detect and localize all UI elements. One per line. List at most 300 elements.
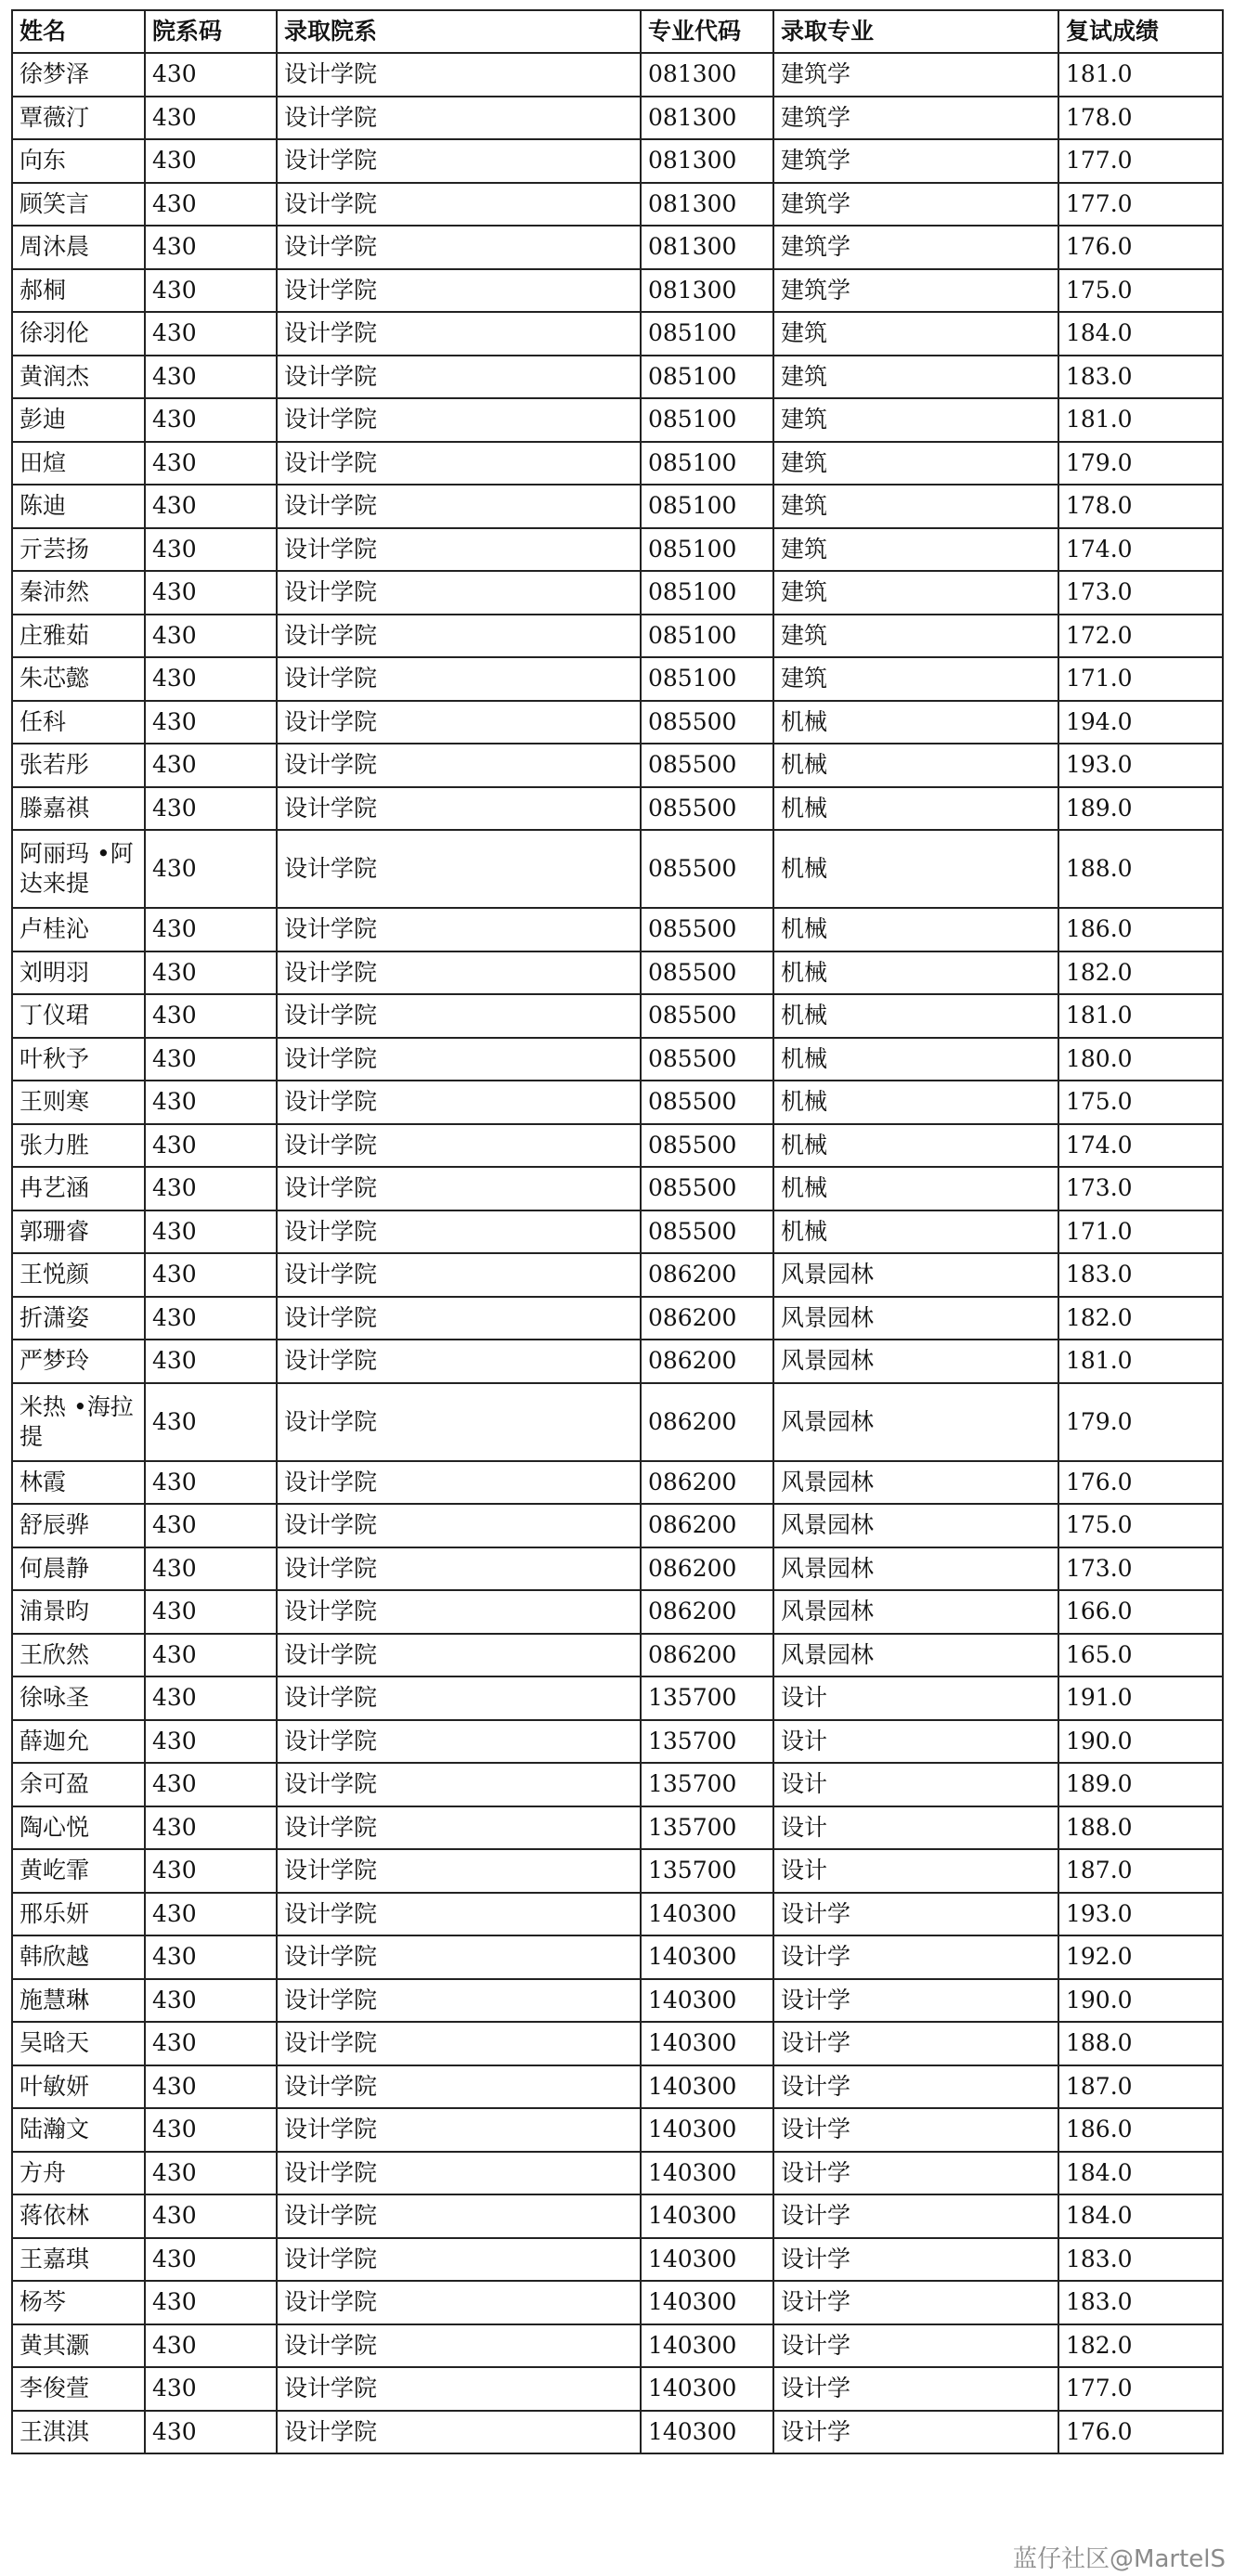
cell-score: 184.0 xyxy=(1058,312,1223,356)
cell-major: 设计学 xyxy=(773,2411,1058,2454)
cell-major-code: 140300 xyxy=(641,2238,773,2282)
cell-score: 188.0 xyxy=(1058,1806,1223,1850)
cell-major: 风景园林 xyxy=(773,1590,1058,1634)
cell-score: 180.0 xyxy=(1058,1038,1223,1081)
cell-major-code: 085500 xyxy=(641,1038,773,1081)
cell-name: 王淇淇 xyxy=(12,2411,145,2454)
cell-major: 设计 xyxy=(773,1806,1058,1850)
cell-name: 余可盈 xyxy=(12,1763,145,1806)
cell-dept-code: 430 xyxy=(145,657,277,701)
cell-major-code: 081300 xyxy=(641,226,773,269)
table-row xyxy=(12,908,1223,951)
cell-dept: 设计学院 xyxy=(277,2238,641,2282)
cell-major-code: 085100 xyxy=(641,571,773,615)
cell-score: 178.0 xyxy=(1058,485,1223,528)
cell-major: 设计 xyxy=(773,1763,1058,1806)
cell-name: 亓芸扬 xyxy=(12,528,145,572)
table-row xyxy=(12,312,1223,356)
cell-major: 机械 xyxy=(773,1124,1058,1168)
table-row xyxy=(12,2194,1223,2238)
table-row xyxy=(12,571,1223,615)
cell-major: 风景园林 xyxy=(773,1383,1058,1461)
cell-major-code: 086200 xyxy=(641,1383,773,1461)
table-row xyxy=(12,1935,1223,1979)
cell-dept: 设计学院 xyxy=(277,1340,641,1383)
cell-name: 叶敏妍 xyxy=(12,2065,145,2109)
table-row xyxy=(12,1297,1223,1340)
cell-major: 机械 xyxy=(773,1038,1058,1081)
cell-score: 175.0 xyxy=(1058,1081,1223,1124)
cell-dept-code: 430 xyxy=(145,1763,277,1806)
cell-major-code: 140300 xyxy=(641,2281,773,2324)
cell-major-code: 086200 xyxy=(641,1461,773,1505)
cell-score: 190.0 xyxy=(1058,1720,1223,1764)
cell-score: 183.0 xyxy=(1058,2281,1223,2324)
cell-name: 向东 xyxy=(12,139,145,183)
cell-name: 郝桐 xyxy=(12,269,145,313)
cell-name: 折潇姿 xyxy=(12,1297,145,1340)
cell-major-code: 085100 xyxy=(641,657,773,701)
cell-major-code: 081300 xyxy=(641,183,773,227)
cell-dept-code: 430 xyxy=(145,312,277,356)
cell-score: 189.0 xyxy=(1058,1763,1223,1806)
cell-dept-code: 430 xyxy=(145,1979,277,2023)
cell-score: 181.0 xyxy=(1058,994,1223,1038)
cell-name: 邢乐妍 xyxy=(12,1893,145,1936)
cell-dept: 设计学院 xyxy=(277,2065,641,2109)
cell-dept: 设计学院 xyxy=(277,528,641,572)
cell-score: 172.0 xyxy=(1058,615,1223,658)
cell-dept: 设计学院 xyxy=(277,2108,641,2152)
cell-dept-code: 430 xyxy=(145,2324,277,2368)
cell-dept-code: 430 xyxy=(145,2152,277,2195)
cell-dept-code: 430 xyxy=(145,139,277,183)
table-row xyxy=(12,269,1223,313)
cell-dept-code: 430 xyxy=(145,951,277,995)
cell-major-code: 081300 xyxy=(641,97,773,140)
cell-dept-code: 430 xyxy=(145,53,277,97)
cell-score: 174.0 xyxy=(1058,1124,1223,1168)
cell-major-code: 085500 xyxy=(641,994,773,1038)
cell-major: 设计学 xyxy=(773,2108,1058,2152)
cell-major: 风景园林 xyxy=(773,1340,1058,1383)
cell-major-code: 085100 xyxy=(641,485,773,528)
cell-dept: 设计学院 xyxy=(277,183,641,227)
cell-dept: 设计学院 xyxy=(277,2324,641,2368)
cell-score: 189.0 xyxy=(1058,787,1223,831)
table-row xyxy=(12,994,1223,1038)
cell-name: 徐梦泽 xyxy=(12,53,145,97)
cell-major: 机械 xyxy=(773,1210,1058,1254)
cell-dept: 设计学院 xyxy=(277,830,641,908)
cell-dept-code: 430 xyxy=(145,2411,277,2454)
cell-score: 181.0 xyxy=(1058,53,1223,97)
cell-dept: 设计学院 xyxy=(277,442,641,485)
table-row xyxy=(12,53,1223,97)
cell-major: 设计 xyxy=(773,1676,1058,1720)
cell-major: 设计学 xyxy=(773,1935,1058,1979)
cell-score: 192.0 xyxy=(1058,1935,1223,1979)
cell-major-code: 085100 xyxy=(641,528,773,572)
table-row xyxy=(12,2281,1223,2324)
cell-name: 徐咏圣 xyxy=(12,1676,145,1720)
cell-name: 韩欣越 xyxy=(12,1935,145,1979)
cell-score: 187.0 xyxy=(1058,1849,1223,1893)
cell-dept: 设计学院 xyxy=(277,2411,641,2454)
cell-name: 杨芩 xyxy=(12,2281,145,2324)
cell-major: 机械 xyxy=(773,908,1058,951)
cell-major: 机械 xyxy=(773,744,1058,787)
cell-dept: 设计学院 xyxy=(277,701,641,744)
cell-name: 李俊萱 xyxy=(12,2367,145,2411)
cell-major: 机械 xyxy=(773,787,1058,831)
cell-major: 建筑 xyxy=(773,485,1058,528)
cell-major: 风景园林 xyxy=(773,1634,1058,1677)
cell-dept: 设计学院 xyxy=(277,657,641,701)
table-row xyxy=(12,1893,1223,1936)
cell-name: 田煊 xyxy=(12,442,145,485)
cell-major: 设计学 xyxy=(773,2324,1058,2368)
watermark: 蓝仔社区@MartelS xyxy=(1013,2545,1226,2573)
cell-score: 177.0 xyxy=(1058,139,1223,183)
cell-dept-code: 430 xyxy=(145,994,277,1038)
cell-major: 设计学 xyxy=(773,2022,1058,2065)
table-row xyxy=(12,528,1223,572)
cell-major: 建筑 xyxy=(773,615,1058,658)
table-row xyxy=(12,183,1223,227)
header-score: 复试成绩 xyxy=(1058,10,1223,53)
cell-score: 190.0 xyxy=(1058,1979,1223,2023)
table-body xyxy=(12,53,1223,2453)
header-row xyxy=(12,10,1223,53)
table-row xyxy=(12,701,1223,744)
cell-dept-code: 430 xyxy=(145,787,277,831)
cell-major-code: 135700 xyxy=(641,1763,773,1806)
cell-name: 王则寒 xyxy=(12,1081,145,1124)
cell-dept: 设计学院 xyxy=(277,1383,641,1461)
cell-dept: 设计学院 xyxy=(277,1081,641,1124)
table-row xyxy=(12,1849,1223,1893)
cell-dept: 设计学院 xyxy=(277,1253,641,1297)
table-row xyxy=(12,2108,1223,2152)
cell-dept: 设计学院 xyxy=(277,1979,641,2023)
cell-score: 188.0 xyxy=(1058,2022,1223,2065)
cell-dept: 设计学院 xyxy=(277,1893,641,1936)
cell-name: 王欣然 xyxy=(12,1634,145,1677)
cell-score: 183.0 xyxy=(1058,356,1223,399)
table-row xyxy=(12,2238,1223,2282)
cell-score: 194.0 xyxy=(1058,701,1223,744)
cell-dept-code: 430 xyxy=(145,744,277,787)
cell-dept-code: 430 xyxy=(145,528,277,572)
cell-dept-code: 430 xyxy=(145,1634,277,1677)
cell-major: 风景园林 xyxy=(773,1547,1058,1591)
cell-major: 设计学 xyxy=(773,2238,1058,2282)
cell-major: 建筑学 xyxy=(773,269,1058,313)
cell-major: 建筑 xyxy=(773,312,1058,356)
cell-dept: 设计学院 xyxy=(277,1124,641,1168)
cell-major-code: 085500 xyxy=(641,908,773,951)
cell-name: 丁仪珺 xyxy=(12,994,145,1038)
cell-score: 175.0 xyxy=(1058,1504,1223,1547)
cell-major: 建筑 xyxy=(773,657,1058,701)
cell-major-code: 085100 xyxy=(641,312,773,356)
cell-dept: 设计学院 xyxy=(277,1547,641,1591)
cell-dept-code: 430 xyxy=(145,2281,277,2324)
cell-major-code: 140300 xyxy=(641,2324,773,2368)
cell-dept-code: 430 xyxy=(145,1210,277,1254)
cell-dept: 设计学院 xyxy=(277,1038,641,1081)
cell-dept-code: 430 xyxy=(145,2367,277,2411)
cell-major: 建筑 xyxy=(773,442,1058,485)
cell-major: 设计 xyxy=(773,1849,1058,1893)
cell-dept: 设计学院 xyxy=(277,951,641,995)
cell-score: 175.0 xyxy=(1058,269,1223,313)
cell-score: 191.0 xyxy=(1058,1676,1223,1720)
cell-dept: 设计学院 xyxy=(277,2152,641,2195)
cell-score: 171.0 xyxy=(1058,1210,1223,1254)
cell-name: 张力胜 xyxy=(12,1124,145,1168)
table-row xyxy=(12,1124,1223,1168)
table-row xyxy=(12,1383,1223,1461)
cell-major-code: 135700 xyxy=(641,1720,773,1764)
table-row xyxy=(12,2367,1223,2411)
cell-score: 171.0 xyxy=(1058,657,1223,701)
table-row xyxy=(12,1763,1223,1806)
cell-name: 吴晗天 xyxy=(12,2022,145,2065)
cell-score: 186.0 xyxy=(1058,908,1223,951)
cell-name: 米热 •海拉提 xyxy=(12,1383,145,1461)
cell-score: 193.0 xyxy=(1058,1893,1223,1936)
cell-major-code: 085500 xyxy=(641,787,773,831)
cell-name: 施慧琳 xyxy=(12,1979,145,2023)
cell-dept-code: 430 xyxy=(145,2108,277,2152)
cell-name: 陆瀚文 xyxy=(12,2108,145,2152)
cell-major-code: 086200 xyxy=(641,1340,773,1383)
cell-dept-code: 430 xyxy=(145,1590,277,1634)
cell-dept-code: 430 xyxy=(145,1340,277,1383)
table-row xyxy=(12,2065,1223,2109)
cell-score: 177.0 xyxy=(1058,2367,1223,2411)
cell-dept-code: 430 xyxy=(145,485,277,528)
cell-dept-code: 430 xyxy=(145,269,277,313)
cell-dept: 设计学院 xyxy=(277,1763,641,1806)
table-row xyxy=(12,1979,1223,2023)
cell-dept-code: 430 xyxy=(145,1893,277,1936)
cell-major-code: 085500 xyxy=(641,1167,773,1210)
header-dept: 录取院系 xyxy=(277,10,641,53)
cell-major: 设计学 xyxy=(773,2194,1058,2238)
cell-major-code: 086200 xyxy=(641,1547,773,1591)
cell-name: 王嘉琪 xyxy=(12,2238,145,2282)
cell-dept-code: 430 xyxy=(145,1253,277,1297)
cell-dept-code: 430 xyxy=(145,1383,277,1461)
cell-dept: 设计学院 xyxy=(277,1504,641,1547)
cell-dept: 设计学院 xyxy=(277,1210,641,1254)
cell-name: 任科 xyxy=(12,701,145,744)
cell-dept: 设计学院 xyxy=(277,1461,641,1505)
cell-major: 设计学 xyxy=(773,2281,1058,2324)
cell-name: 冉艺涵 xyxy=(12,1167,145,1210)
cell-name: 顾笑言 xyxy=(12,183,145,227)
table-row xyxy=(12,1676,1223,1720)
cell-dept: 设计学院 xyxy=(277,269,641,313)
cell-name: 陶心悦 xyxy=(12,1806,145,1850)
cell-major-code: 135700 xyxy=(641,1676,773,1720)
cell-score: 176.0 xyxy=(1058,1461,1223,1505)
cell-name: 林霞 xyxy=(12,1461,145,1505)
cell-major: 设计 xyxy=(773,1720,1058,1764)
cell-dept: 设计学院 xyxy=(277,1634,641,1677)
cell-major: 风景园林 xyxy=(773,1504,1058,1547)
cell-name: 薛迦允 xyxy=(12,1720,145,1764)
cell-major-code: 140300 xyxy=(641,1935,773,1979)
table-row xyxy=(12,830,1223,908)
cell-name: 徐羽伦 xyxy=(12,312,145,356)
header-name: 姓名 xyxy=(12,10,145,53)
cell-major: 建筑学 xyxy=(773,226,1058,269)
cell-major-code: 140300 xyxy=(641,2194,773,2238)
cell-dept: 设计学院 xyxy=(277,53,641,97)
cell-dept-code: 430 xyxy=(145,1935,277,1979)
cell-score: 165.0 xyxy=(1058,1634,1223,1677)
table-row xyxy=(12,1253,1223,1297)
cell-name: 刘明羽 xyxy=(12,951,145,995)
cell-dept: 设计学院 xyxy=(277,312,641,356)
cell-major-code: 140300 xyxy=(641,2367,773,2411)
cell-dept-code: 430 xyxy=(145,1806,277,1850)
table-row xyxy=(12,1081,1223,1124)
cell-major: 机械 xyxy=(773,701,1058,744)
cell-dept: 设计学院 xyxy=(277,908,641,951)
cell-score: 177.0 xyxy=(1058,183,1223,227)
cell-score: 193.0 xyxy=(1058,744,1223,787)
cell-score: 181.0 xyxy=(1058,1340,1223,1383)
cell-major-code: 086200 xyxy=(641,1297,773,1340)
cell-major: 建筑学 xyxy=(773,139,1058,183)
cell-dept-code: 430 xyxy=(145,830,277,908)
cell-major-code: 140300 xyxy=(641,1893,773,1936)
cell-major: 建筑 xyxy=(773,571,1058,615)
cell-dept: 设计学院 xyxy=(277,1676,641,1720)
cell-dept-code: 430 xyxy=(145,1676,277,1720)
cell-score: 181.0 xyxy=(1058,398,1223,442)
cell-dept: 设计学院 xyxy=(277,226,641,269)
admission-table xyxy=(11,9,1224,2454)
cell-major-code: 135700 xyxy=(641,1806,773,1850)
cell-dept-code: 430 xyxy=(145,615,277,658)
cell-dept-code: 430 xyxy=(145,1081,277,1124)
cell-name: 卢桂沁 xyxy=(12,908,145,951)
cell-major-code: 140300 xyxy=(641,2152,773,2195)
cell-dept-code: 430 xyxy=(145,571,277,615)
cell-dept-code: 430 xyxy=(145,442,277,485)
cell-dept-code: 430 xyxy=(145,2065,277,2109)
cell-dept: 设计学院 xyxy=(277,994,641,1038)
cell-dept: 设计学院 xyxy=(277,1720,641,1764)
cell-name: 朱芯懿 xyxy=(12,657,145,701)
cell-dept: 设计学院 xyxy=(277,139,641,183)
table-row xyxy=(12,1340,1223,1383)
cell-major: 机械 xyxy=(773,830,1058,908)
cell-name: 张若彤 xyxy=(12,744,145,787)
cell-dept-code: 430 xyxy=(145,1504,277,1547)
cell-major: 设计学 xyxy=(773,2065,1058,2109)
cell-name: 黄润杰 xyxy=(12,356,145,399)
table-row xyxy=(12,485,1223,528)
cell-dept: 设计学院 xyxy=(277,356,641,399)
cell-major: 建筑学 xyxy=(773,97,1058,140)
cell-score: 188.0 xyxy=(1058,830,1223,908)
cell-dept: 设计学院 xyxy=(277,2281,641,2324)
cell-major-code: 135700 xyxy=(641,1849,773,1893)
table-row xyxy=(12,787,1223,831)
cell-major: 风景园林 xyxy=(773,1461,1058,1505)
cell-name: 秦沛然 xyxy=(12,571,145,615)
cell-score: 176.0 xyxy=(1058,226,1223,269)
table-row xyxy=(12,2022,1223,2065)
cell-dept-code: 430 xyxy=(145,97,277,140)
cell-score: 166.0 xyxy=(1058,1590,1223,1634)
cell-dept-code: 430 xyxy=(145,1849,277,1893)
cell-score: 186.0 xyxy=(1058,2108,1223,2152)
cell-dept: 设计学院 xyxy=(277,1297,641,1340)
cell-dept: 设计学院 xyxy=(277,787,641,831)
header-major: 录取专业 xyxy=(773,10,1058,53)
cell-dept: 设计学院 xyxy=(277,2367,641,2411)
cell-name: 浦景昀 xyxy=(12,1590,145,1634)
cell-dept: 设计学院 xyxy=(277,398,641,442)
cell-major-code: 081300 xyxy=(641,139,773,183)
cell-name: 何晨静 xyxy=(12,1547,145,1591)
cell-dept: 设计学院 xyxy=(277,2194,641,2238)
cell-major: 机械 xyxy=(773,1081,1058,1124)
cell-dept: 设计学院 xyxy=(277,1849,641,1893)
cell-dept-code: 430 xyxy=(145,1547,277,1591)
table-row xyxy=(12,2324,1223,2368)
cell-dept-code: 430 xyxy=(145,1461,277,1505)
cell-score: 176.0 xyxy=(1058,2411,1223,2454)
cell-dept-code: 430 xyxy=(145,701,277,744)
table-row xyxy=(12,1038,1223,1081)
cell-name: 滕嘉祺 xyxy=(12,787,145,831)
table-row xyxy=(12,1720,1223,1764)
cell-major: 风景园林 xyxy=(773,1253,1058,1297)
cell-dept: 设计学院 xyxy=(277,1806,641,1850)
cell-major-code: 085500 xyxy=(641,1081,773,1124)
cell-score: 173.0 xyxy=(1058,571,1223,615)
cell-major: 建筑 xyxy=(773,356,1058,399)
cell-major-code: 140300 xyxy=(641,1979,773,2023)
table-row xyxy=(12,1634,1223,1677)
cell-score: 173.0 xyxy=(1058,1167,1223,1210)
cell-major: 建筑学 xyxy=(773,53,1058,97)
cell-score: 182.0 xyxy=(1058,2324,1223,2368)
cell-dept-code: 430 xyxy=(145,2022,277,2065)
table-row xyxy=(12,657,1223,701)
cell-name: 蒋依林 xyxy=(12,2194,145,2238)
cell-name: 彭迪 xyxy=(12,398,145,442)
cell-dept-code: 430 xyxy=(145,1038,277,1081)
cell-dept: 设计学院 xyxy=(277,571,641,615)
cell-name: 阿丽玛 •阿达来提 xyxy=(12,830,145,908)
cell-score: 184.0 xyxy=(1058,2194,1223,2238)
table-row xyxy=(12,356,1223,399)
table-row xyxy=(12,1504,1223,1547)
cell-dept-code: 430 xyxy=(145,2194,277,2238)
cell-score: 184.0 xyxy=(1058,2152,1223,2195)
table-row xyxy=(12,2152,1223,2195)
